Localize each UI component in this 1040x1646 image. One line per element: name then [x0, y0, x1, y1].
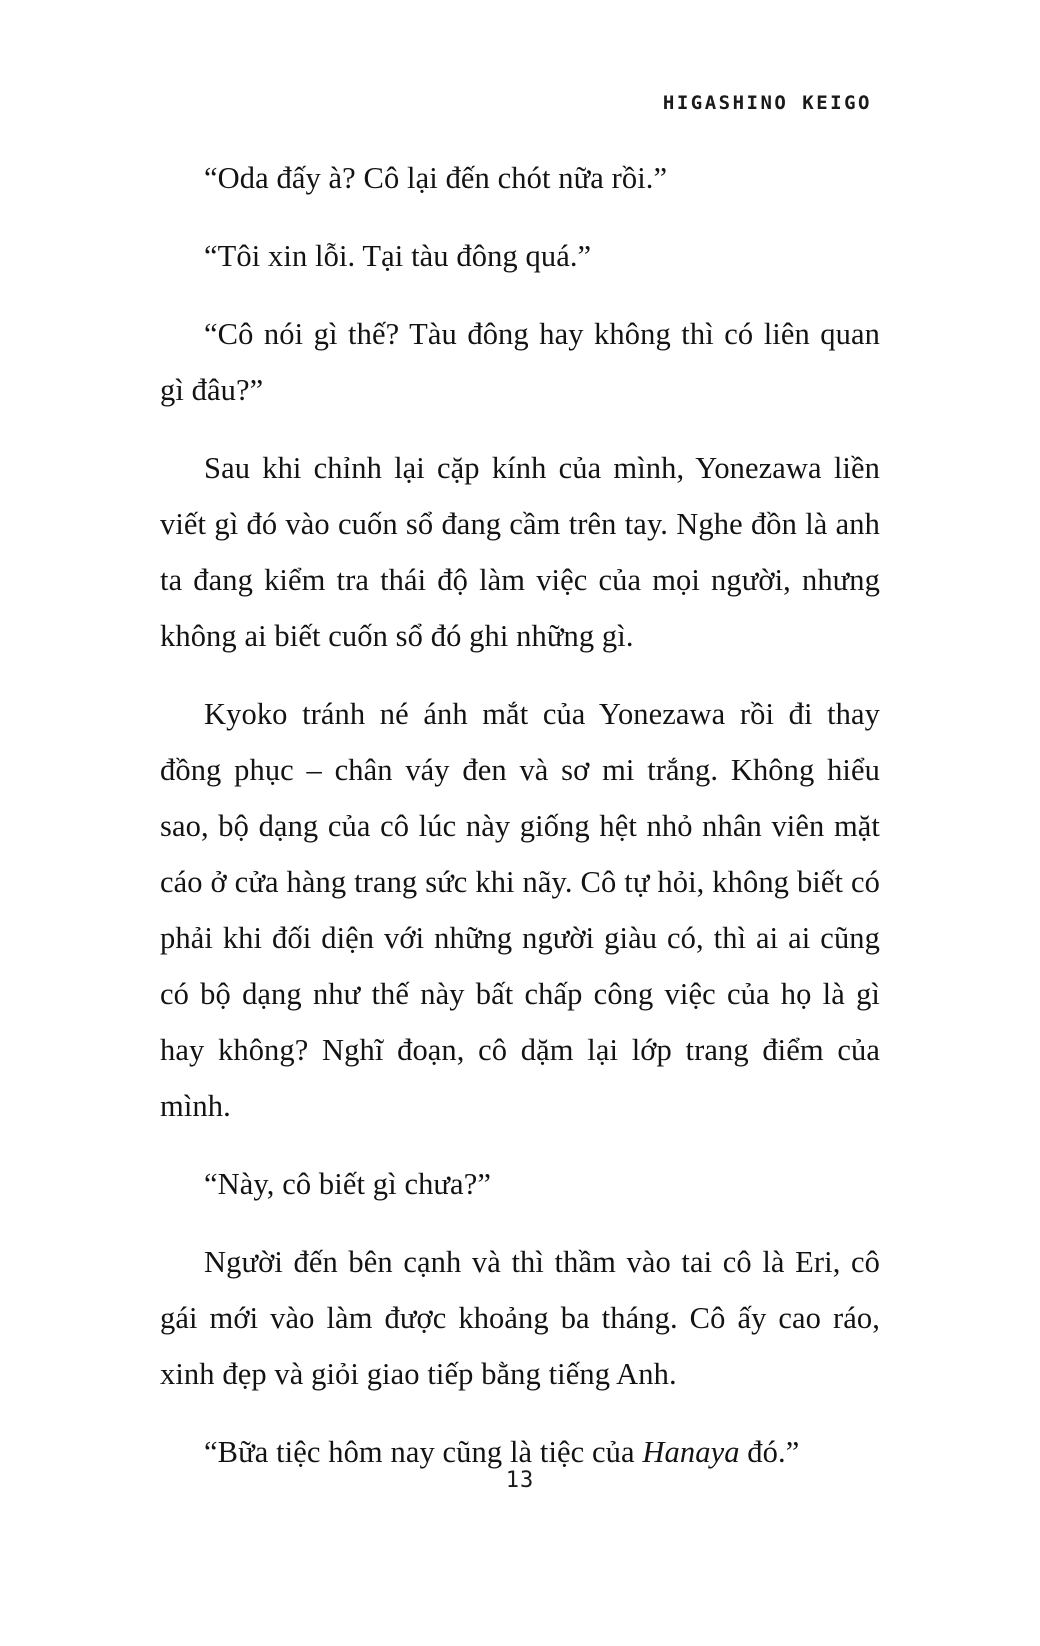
paragraph: Người đến bên cạnh và thì thầm vào tai cô là Eri, cô gái mới vào làm được khoảng ba tháng. Cô ấy cao ráo, xinh đẹp và giỏi giao tiếp bằng tiếng Anh.	[160, 1245, 880, 1391]
paragraph-text-before-title: “Bữa tiệc hôm nay cũng là tiệc của	[204, 1435, 643, 1469]
paragraph: Sau khi chỉnh lại cặp kính của mình, Yonezawa liền viết gì đó vào cuốn sổ đang cầm trên tay. Nghe đồn là anh ta đang kiểm tra thái độ làm việc của mọi người, nhưng không ai biết cuốn sổ đó ghi những gì.	[160, 451, 880, 653]
paragraph: “Cô nói gì thế? Tàu đông hay không thì có liên quan gì đâu?”	[160, 317, 880, 407]
body-text-column	[160, 150, 880, 1480]
book-title-italic: Hanaya	[642, 1435, 740, 1469]
paragraph: “Tôi xin lỗi. Tại tàu đông quá.”	[204, 239, 592, 273]
paragraph: “Oda đấy à? Cô lại đến chót nữa rồi.”	[204, 161, 668, 195]
page-number: 13	[505, 1468, 535, 1493]
running-head: HIGASHINO KEIGO	[662, 92, 872, 114]
paragraph-text-after-title: đó.”	[739, 1435, 800, 1469]
paragraph: “Này, cô biết gì chưa?”	[204, 1167, 491, 1201]
paragraph: Kyoko tránh né ánh mắt của Yonezawa rồi đi thay đồng phục – chân váy đen và sơ mi trắng. Không hiểu sao, bộ dạng của cô lúc này giống hệt nhỏ nhân viên mặt cáo ở cửa hàng trang sức khi nãy. Cô tự hỏi, không biết có phải khi đối diện với những người giàu có, thì ai ai cũng có bộ dạng như thế này bất chấp công việc của họ là gì hay không? Nghĩ đoạn, cô dặm lại lớp trang điểm của mình.	[160, 697, 880, 1123]
